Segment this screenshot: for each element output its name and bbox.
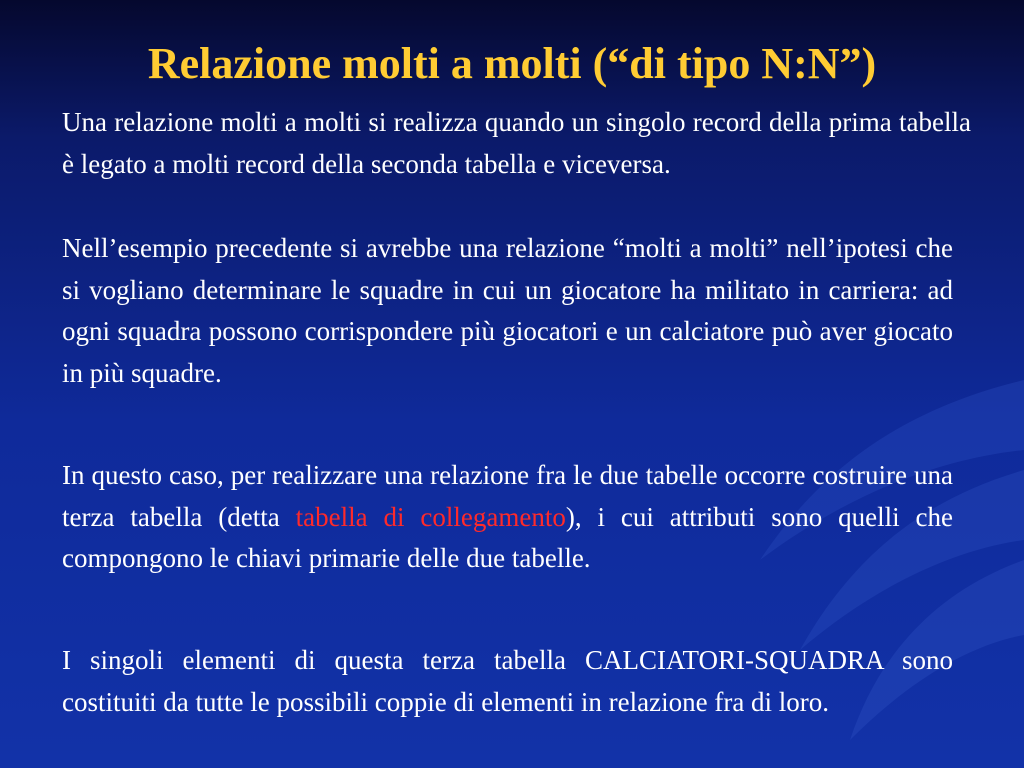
paragraph-example: Nell’esempio precedente si avrebbe una relazione “molti a molti” nell’ipotesi che si vogliano determinare le squadre in cui un giocatore ha militato in carriera: ad ogni squadra possono corrispondere più giocatori e un calciatore può aver giocato in più squadre. bbox=[62, 233, 953, 388]
paragraph-link-table-before: In questo caso, per realizzare una relazione fra le due tabelle occorre costruire una terza tabella (detta bbox=[62, 460, 953, 532]
slide-title: Relazione molti a molti (“di tipo N:N”) bbox=[147, 39, 877, 88]
paragraph-definition: Una relazione molti a molti si realizza quando un singolo record della prima tabella è legato a molti record della seconda tabella e viceversa. bbox=[62, 107, 971, 179]
link-table-term: tabella di collegamento bbox=[295, 501, 566, 532]
paragraph-link-table bbox=[62, 455, 953, 580]
paragraph-link-table-after: ), i cui attributi sono quelli che compongono le chiavi primarie delle due tabelle. bbox=[62, 501, 953, 573]
paragraph-elements: I singoli elementi di questa terza tabella CALCIATORI-SQUADRA sono costituiti da tutte le possibili coppie di elementi in relazione fra di loro. bbox=[62, 645, 953, 717]
